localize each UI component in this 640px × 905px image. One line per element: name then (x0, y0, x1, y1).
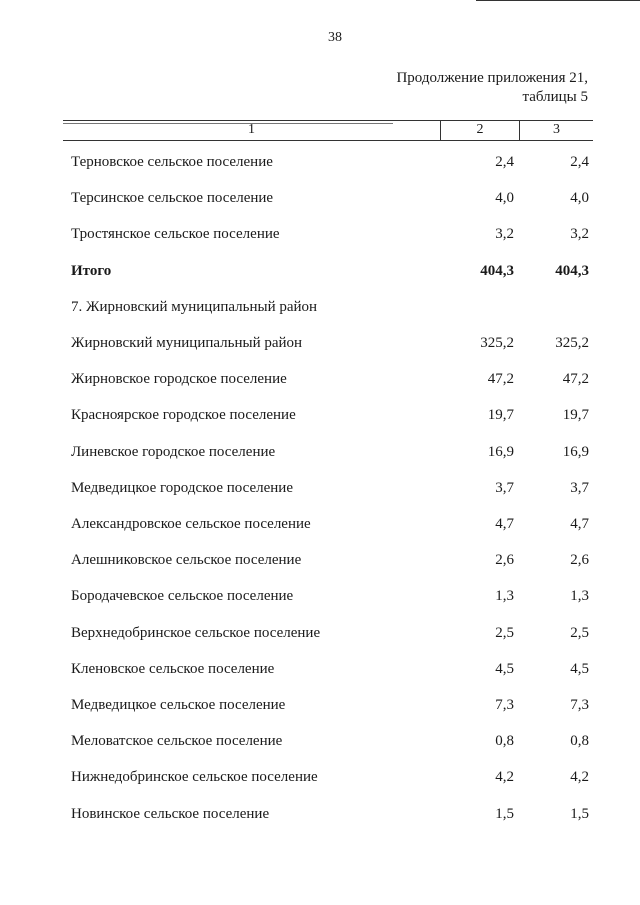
row-value-col-2: 47,2 (487, 371, 514, 387)
top-edge-rule (476, 0, 640, 1)
row-value-col-2: 3,7 (495, 480, 514, 496)
table-row (0, 625, 640, 645)
row-value-col-3: 4,0 (570, 190, 589, 206)
row-value-col-2: 4,7 (495, 516, 514, 532)
row-value-col-2: 1,3 (495, 588, 514, 604)
row-value-col-3: 47,2 (562, 371, 589, 387)
table-row (0, 552, 640, 572)
row-value-col-3: 19,7 (562, 407, 589, 423)
table-row (0, 335, 640, 355)
row-name: Итого (71, 263, 112, 279)
row-value-col-2: 404,3 (480, 263, 514, 279)
table-row (0, 806, 640, 826)
row-value-col-2: 0,8 (495, 733, 514, 749)
row-name: Верхнедобринское сельское поселение (71, 625, 321, 641)
row-value-col-3: 4,5 (570, 661, 589, 677)
table-row (0, 661, 640, 681)
row-value-col-3: 1,3 (570, 588, 589, 604)
row-name: Красноярское городское поселение (71, 407, 296, 423)
table-row (0, 516, 640, 536)
row-value-col-3: 16,9 (562, 444, 589, 460)
table-row (0, 407, 640, 427)
header-col-1: 1 (248, 122, 255, 137)
continuation-note (396, 69, 588, 107)
row-value-col-2: 2,6 (495, 552, 514, 568)
row-value-col-2: 4,2 (495, 769, 514, 785)
page-number: 38 (328, 30, 342, 45)
row-value-col-2: 7,3 (495, 697, 514, 713)
table-row (0, 697, 640, 717)
table-row (0, 588, 640, 608)
table-row (0, 769, 640, 789)
row-name: Линевское городское поселение (71, 444, 276, 460)
row-value-col-3: 2,6 (570, 552, 589, 568)
table-row (0, 444, 640, 464)
row-value-col-3: 404,3 (555, 263, 589, 279)
row-value-col-3: 4,2 (570, 769, 589, 785)
table-row (0, 190, 640, 210)
header-col-2: 2 (476, 122, 484, 137)
continuation-line-2: таблицы 5 (522, 89, 588, 105)
table-row (0, 371, 640, 391)
row-value-col-3: 4,7 (570, 516, 589, 532)
row-name: Терновское сельское поселение (71, 154, 273, 170)
row-value-col-3: 2,4 (570, 154, 589, 170)
table-row (0, 480, 640, 500)
row-name: Бородачевское сельское поселение (71, 588, 294, 604)
row-value-col-3: 0,8 (570, 733, 589, 749)
header-col-3: 3 (553, 122, 560, 137)
row-name: Медведицкое сельское поселение (71, 697, 286, 713)
row-name: Новинское сельское поселение (71, 806, 270, 822)
row-value-col-3: 3,2 (570, 226, 589, 242)
row-name: Александровское сельское поселение (71, 516, 311, 532)
row-value-col-3: 7,3 (570, 697, 589, 713)
row-value-col-2: 16,9 (487, 444, 514, 460)
header-top-rule (63, 120, 593, 121)
row-name: Жирновское городское поселение (71, 371, 287, 387)
row-value-col-2: 19,7 (487, 407, 514, 423)
row-name: Медведицкое городское поселение (71, 480, 293, 496)
row-name: 7. Жирновский муниципальный район (71, 299, 318, 315)
row-value-col-2: 3,2 (495, 226, 514, 242)
table-row (0, 733, 640, 753)
table-row (0, 154, 640, 174)
row-value-col-3: 325,2 (555, 335, 589, 351)
header-bottom-rule (63, 140, 593, 141)
row-name: Жирновский муниципальный район (71, 335, 303, 351)
row-value-col-3: 2,5 (570, 625, 589, 641)
row-value-col-2: 4,0 (495, 190, 514, 206)
row-name: Тростянское сельское поселение (71, 226, 280, 242)
table-row (0, 226, 640, 246)
row-name: Нижнедобринское сельское поселение (71, 769, 318, 785)
row-value-col-3: 1,5 (570, 806, 589, 822)
table-header (63, 117, 593, 141)
continuation-line-1: Продолжение приложения 21, (396, 70, 588, 86)
row-value-col-2: 325,2 (480, 335, 514, 351)
table-row (0, 263, 640, 283)
row-name: Алешниковское сельское поселение (71, 552, 302, 568)
row-value-col-2: 1,5 (495, 806, 514, 822)
row-value-col-3: 3,7 (570, 480, 589, 496)
row-name: Терсинское сельское поселение (71, 190, 274, 206)
row-name: Кленовское сельское поселение (71, 661, 275, 677)
row-value-col-2: 4,5 (495, 661, 514, 677)
row-value-col-2: 2,5 (495, 625, 514, 641)
table-row (0, 299, 640, 319)
row-name: Меловатское сельское поселение (71, 733, 283, 749)
row-value-col-2: 2,4 (495, 154, 514, 170)
